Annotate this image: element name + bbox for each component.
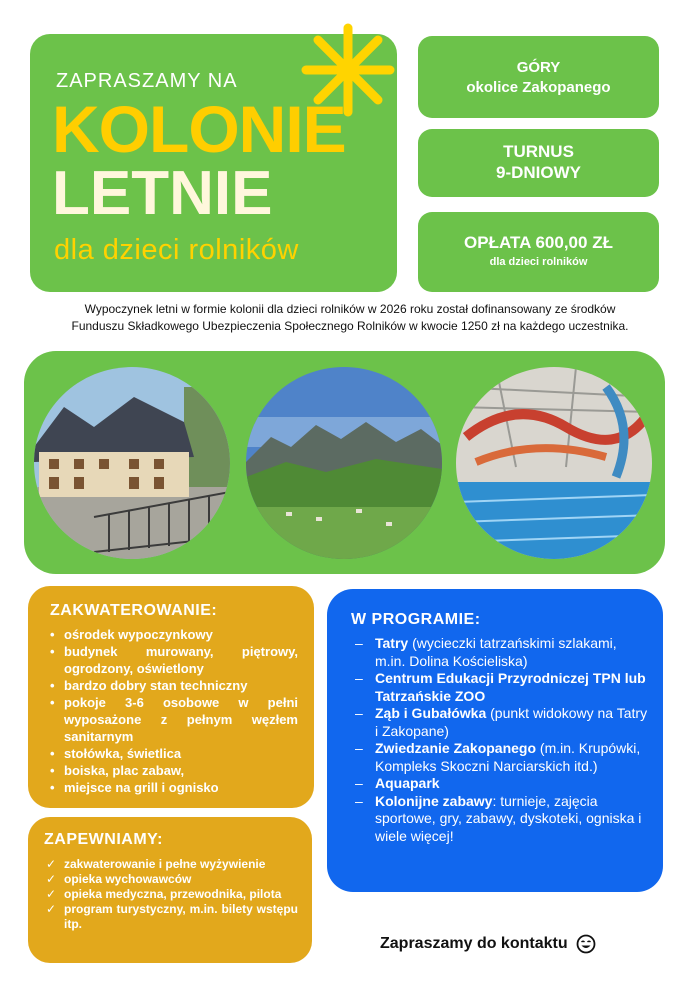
turnus-box — [418, 129, 659, 197]
list-item: ✓ opieka wychowawców — [44, 872, 298, 887]
photo-strip — [24, 351, 665, 574]
hero-title-line1: KOLONIE — [52, 92, 346, 166]
location-box — [418, 36, 659, 118]
aquapark-photo — [456, 367, 652, 559]
fee-amount: OPŁATA 600,00 ZŁ — [464, 233, 613, 252]
hero-title-line2: LETNIE — [52, 159, 273, 228]
list-item: • boiska, plac zabaw, — [50, 762, 298, 779]
funding-note-line1: Wypoczynek letni w formie kolonii dla dzieci rolników w 2026 roku został dofinansowany ze środków — [84, 302, 616, 316]
hero-panel — [30, 34, 397, 292]
program-item-name: Aquapark — [375, 775, 440, 791]
turnus-line1: TURNUS — [503, 142, 574, 161]
program-item-name: Centrum Edukacji Przyrodniczej TPN lub Tatrzańskie ZOO — [375, 670, 646, 704]
list-item: ✓ opieka medyczna, przewodnika, pilota — [44, 887, 298, 902]
list-item: • stołówka, świetlica — [50, 745, 298, 762]
program-item-name: Tatry — [375, 635, 409, 651]
list-item: • pokoje 3-6 osobowe w pełni wyposażone z pełnym węzłem sanitarnym — [50, 694, 298, 745]
turnus-line2: 9-DNIOWY — [496, 163, 581, 182]
accommodation-title: ZAKWATEROWANIE: — [50, 602, 218, 619]
location-line2: okolice Zakopanego — [466, 79, 611, 96]
program-box — [327, 589, 663, 892]
accommodation-list — [50, 626, 298, 796]
list-item — [351, 740, 649, 775]
program-title: W PROGRAMIE: — [351, 611, 481, 628]
contact-line — [380, 934, 596, 954]
program-item-desc2: i Zakopane) — [375, 722, 449, 739]
location-line1: GÓRY — [516, 59, 561, 76]
list-item — [351, 775, 649, 793]
program-item-desc2: m.in. Dolina Kościeliska) — [375, 652, 528, 669]
list-item: • budynek murowany, piętrowy, ogrodzony, oświetlony — [50, 643, 298, 677]
program-item-name: Kolonijne zabawy — [375, 792, 493, 809]
accommodation-box — [28, 586, 314, 808]
program-item-desc: (m.in. Krupówki, Kompleks Skoczni Narciarskich itd.) — [375, 740, 641, 774]
provided-box — [28, 817, 312, 963]
smiley-icon — [576, 934, 596, 954]
program-item-name: Ząb i Gubałówka — [375, 705, 487, 721]
hero-intro: ZAPRASZAMY NA — [56, 70, 238, 92]
list-item: ✓ program turystyczny, m.in. bilety wstępu itp. — [44, 902, 298, 932]
fee-note: dla dzieci rolników — [489, 256, 588, 268]
list-item: • miejsce na grill i ognisko — [50, 779, 298, 796]
fee-box — [418, 212, 659, 292]
contact-text: Zapraszamy do kontaktu — [380, 935, 568, 952]
hero-subtitle: dla dzieci rolników — [54, 234, 299, 266]
program-item-desc: : turnieje, zajęcia sportowe, gry, zabawy, dyskoteki, ogniska i wiele więcej! — [375, 792, 642, 844]
program-list — [351, 635, 649, 845]
funding-note — [40, 301, 660, 335]
resort-building-photo — [34, 367, 230, 559]
list-item — [351, 670, 649, 705]
list-item: • ośrodek wypoczynkowy — [50, 626, 298, 643]
tatra-mountains-photo — [246, 367, 442, 559]
program-item-desc: (punkt widokowy na Tatry — [486, 705, 648, 721]
list-item: • bardzo dobry stan techniczny — [50, 677, 298, 694]
list-item — [351, 793, 649, 846]
provided-list — [44, 857, 298, 932]
program-item-desc: (wycieczki tatrzańskimi szlakami, — [408, 635, 617, 651]
list-item — [351, 635, 649, 670]
program-item-name: Zwiedzanie Zakopanego — [375, 740, 537, 756]
list-item — [351, 705, 649, 740]
funding-note-line2: Funduszu Składkowego Ubezpieczenia Społecznego Rolników w kwocie 1250 zł na każdego uczestnika. — [71, 319, 629, 333]
provided-title: ZAPEWNIAMY: — [44, 831, 163, 848]
list-item: ✓ zakwaterowanie i pełne wyżywienie — [44, 857, 298, 872]
